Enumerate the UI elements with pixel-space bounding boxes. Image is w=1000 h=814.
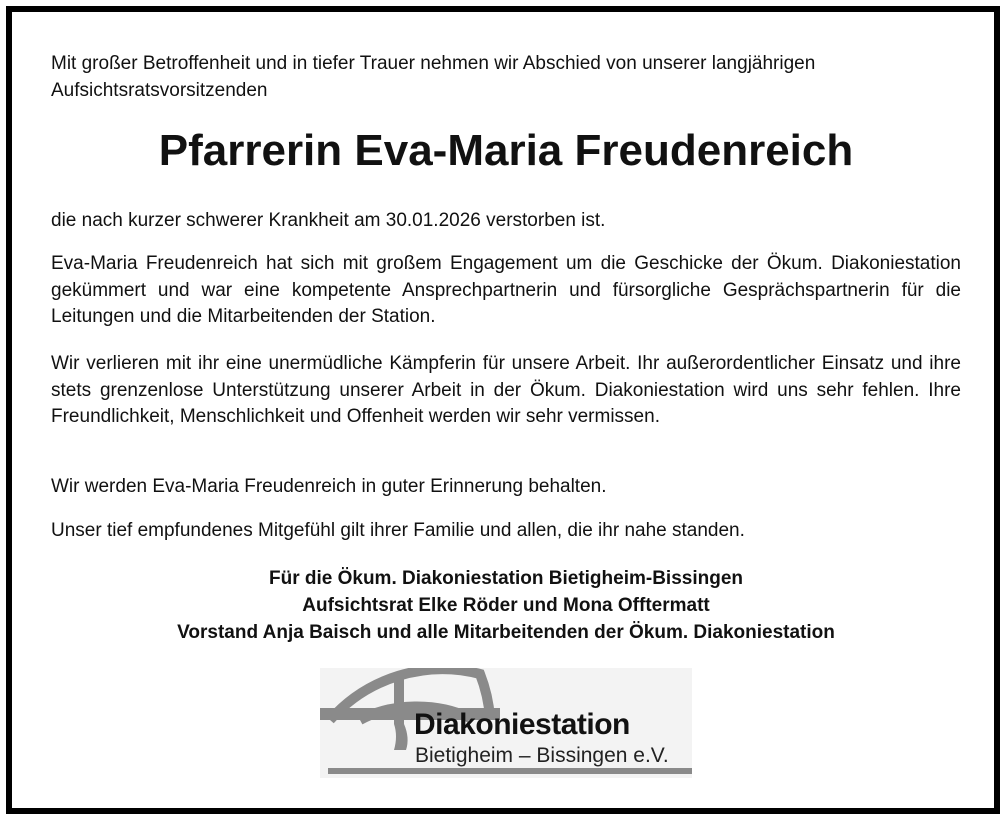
intro-text: Mit großer Betroffenheit und in tiefer Trauer nehmen wir Abschied von unserer langjährigen Aufsichtsratsvorsitzenden bbox=[51, 53, 816, 101]
signature-line-board: Vorstand Anja Baisch und alle Mitarbeitenden der Ökum. Diakoniestation bbox=[177, 622, 835, 643]
signature-line-supervisory-board: Aufsichtsrat Elke Röder und Mona Offtermatt bbox=[302, 595, 710, 616]
signature-line-organization: Für die Ökum. Diakoniestation Bietigheim-Bissingen bbox=[268, 568, 744, 589]
logo-title: Diakoniestation bbox=[414, 708, 630, 741]
paragraph-loss: Wir verlieren mit ihr eine unermüdliche Kämpferin für unsere Arbeit. Ihr außerordentlicher Einsatz und ihre stets grenzenlose Unterstützung unserer Arbeit in der Ökum. Diakoniestation wird uns sehr fehlen. Ihre Freundlichkeit, Menschlichkeit und Offenheit werden wir sehr vermissen. bbox=[51, 353, 961, 427]
paragraph-death-note: die nach kurzer schwerer Krankheit am 30.01.2026 verstorben ist. bbox=[51, 210, 606, 231]
paragraph-engagement: Eva-Maria Freudenreich hat sich mit großem Engagement um die Geschicke der Ökum. Diakoniestation gekümmert und war eine kompetente Ansprechpartnerin und fürsorgliche Gesprächspartnerin für die Leitungen und die Mitarbeitenden der Station. bbox=[51, 253, 961, 327]
deceased-name: Pfarrerin Eva-Maria Freudenreich bbox=[158, 126, 854, 175]
paragraph-condolence: Unser tief empfundenes Mitgefühl gilt ihrer Familie und allen, die ihr nahe standen. bbox=[51, 520, 745, 541]
paragraph-memory: Wir werden Eva-Maria Freudenreich in guter Erinnerung behalten. bbox=[51, 476, 607, 497]
logo-subtitle: Bietigheim – Bissingen e.V. bbox=[415, 744, 669, 767]
obituary-notice bbox=[6, 6, 1000, 814]
